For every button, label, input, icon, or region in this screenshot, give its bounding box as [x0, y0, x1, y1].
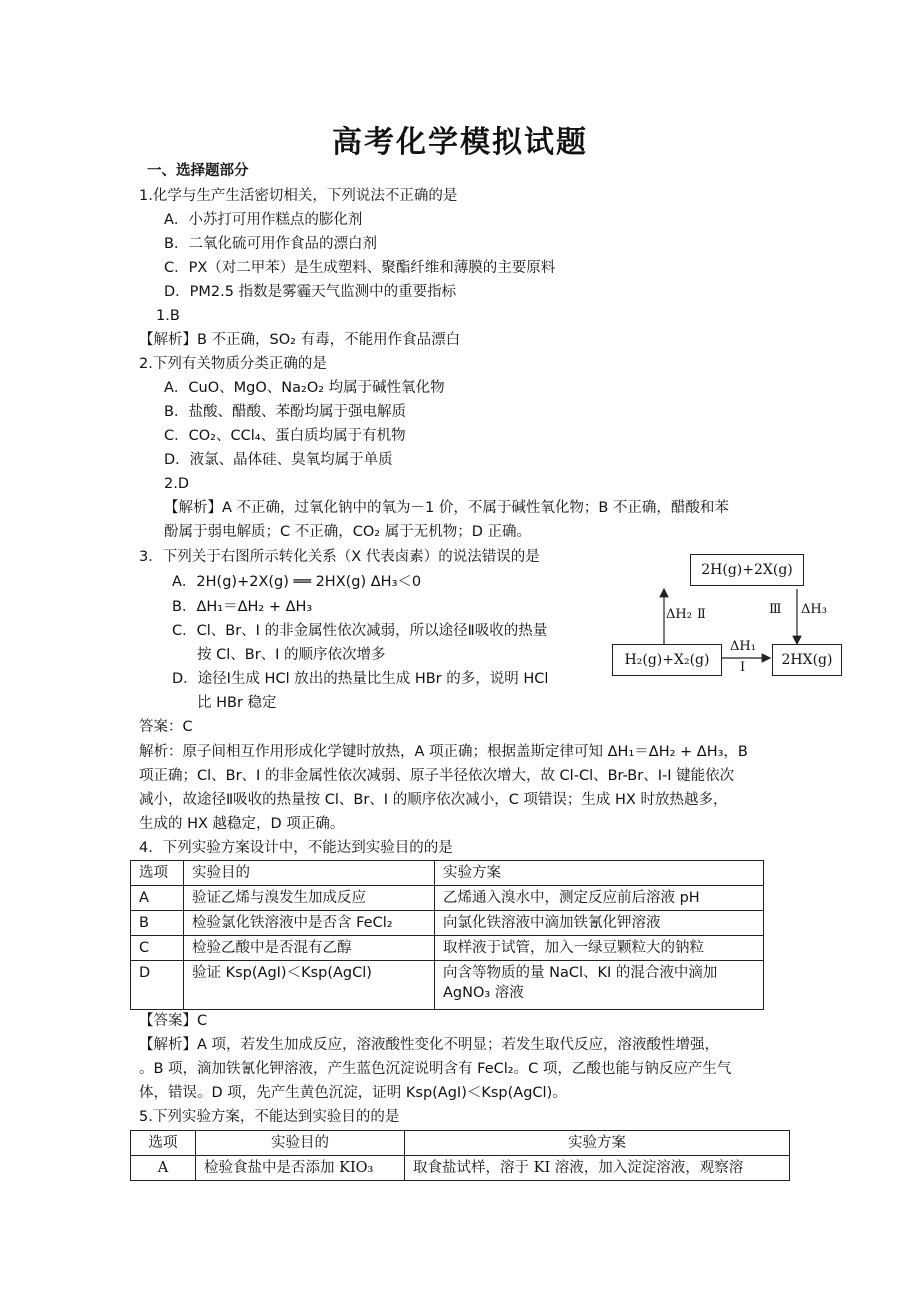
- q3-option-a: A．2H(g)+2X(g) ══ 2HX(g) ΔH₃＜0: [172, 574, 422, 590]
- q2-explanation: 【解析】A 不正确，过氧化钠中的氧为－1 价，不属于碱性氧化物；B 不正确，醋酸和苯: [164, 500, 729, 516]
- table-cell: [435, 961, 764, 1010]
- q1-explanation: 【解析】B 不正确，SO₂ 有毒，不能用作食品漂白: [139, 332, 461, 348]
- header-cell: 实验目的: [184, 861, 435, 886]
- q3-option-c-cont: 按 Cl、Br、I 的顺序依次增多: [197, 647, 386, 663]
- q3-option-c: C．Cl、Br、I 的非金属性依次减弱，所以途径Ⅱ吸收的热量: [172, 623, 548, 639]
- q3-option-d-cont: 比 HBr 稳定: [197, 695, 277, 711]
- label-path-iii: Ⅲ: [769, 602, 782, 617]
- question-4: 4．下列实验方案设计中，不能达到实验目的的是: [139, 840, 453, 856]
- q2-option-c: C．CO₂、CCl₄、蛋白质均属于有机物: [164, 428, 406, 444]
- q2-answer: 2.D: [164, 476, 189, 492]
- header-cell: 选项: [131, 861, 184, 886]
- table-header-row: [131, 1131, 790, 1156]
- table-q4: [130, 860, 764, 1010]
- table-row: [131, 1156, 790, 1181]
- q4-answer: 【答案】C: [139, 1013, 208, 1029]
- q2-explanation-cont: 酚属于弱电解质；C 不正确，CO₂ 属于无机物；D 正确。: [164, 524, 531, 540]
- table-cell: 检验氯化铁溶液中是否含 FeCl₂: [184, 911, 435, 936]
- q2-option-d: D．液氯、晶体硅、臭氧均属于单质: [164, 452, 393, 468]
- table-cell: A: [131, 886, 184, 911]
- table-row: [131, 886, 764, 911]
- table-cell: B: [131, 911, 184, 936]
- q3-option-b: B．ΔH₁＝ΔH₂ + ΔH₃: [172, 599, 313, 615]
- q3-explanation-2: 项正确；Cl、Br、I 的非金属性依次减弱、原子半径依次增大，故 Cl-Cl、Br-Br、I-I 键能依次: [139, 768, 735, 784]
- header-cell: 实验方案: [405, 1131, 790, 1156]
- table-cell: A: [131, 1156, 196, 1181]
- table-cell: 检验食盐中是否添加 KIO₃: [196, 1156, 405, 1181]
- table-row: [131, 936, 764, 961]
- section-heading: 一、选择题部分: [147, 163, 249, 179]
- table-cell: 验证乙烯与溴发生加成反应: [184, 886, 435, 911]
- page-title: 高考化学模拟试题: [332, 125, 588, 160]
- table-cell: 向氯化铁溶液中滴加铁氰化钾溶液: [435, 911, 764, 936]
- cell-line: 向含等物质的量 NaCl、KI 的混合液中滴加: [443, 965, 718, 981]
- q1-option-b: B．二氧化硫可用作食品的漂白剂: [164, 236, 377, 252]
- q2-option-a: A．CuO、MgO、Na₂O₂ 均属于碱性氧化物: [164, 380, 445, 396]
- q3-option-d: D．途径Ⅰ生成 HCl 放出的热量比生成 HBr 的多，说明 HCl: [172, 671, 549, 687]
- table-header-row: [131, 861, 764, 886]
- q4-explanation-3: 体，错误。D 项，先产生黄色沉淀，证明 Ksp(AgI)＜Ksp(AgCl)。: [139, 1085, 567, 1101]
- header-cell: 实验目的: [196, 1131, 405, 1156]
- energy-cycle-diagram: [612, 552, 844, 680]
- q3-answer: 答案：C: [139, 719, 193, 735]
- diagram-left-box: H₂(g)+X₂(g): [612, 644, 722, 676]
- header-cell: 选项: [131, 1131, 196, 1156]
- table-row: [131, 961, 764, 1010]
- table-q5: [130, 1130, 790, 1181]
- label-dh1: ΔH₁: [730, 639, 756, 654]
- label-path-i: Ⅰ: [740, 660, 746, 675]
- table-cell: C: [131, 936, 184, 961]
- q1-answer: 1.B: [156, 308, 180, 324]
- table-cell: 取样液于试管，加入一绿豆颗粒大的钠粒: [435, 936, 764, 961]
- q3-explanation: 解析：原子间相互作用形成化学键时放热，A 项正确；根据盖斯定律可知 ΔH₁＝ΔH₂ + ΔH₃，B: [139, 744, 748, 760]
- label-dh3: ΔH₃: [801, 602, 827, 617]
- diagram-top-box: 2H(g)+2X(g): [690, 554, 804, 586]
- table-cell: D: [131, 961, 184, 1010]
- q1-option-a: A．小苏打可用作糕点的膨化剂: [164, 212, 363, 228]
- table-row: [131, 911, 764, 936]
- q3-explanation-3: 减小，故途径Ⅱ吸收的热量按 Cl、Br、I 的顺序依次减小，C 项错误；生成 HX 时放热越多，: [139, 792, 728, 808]
- question-1: 1.化学与生产生活密切相关，下列说法不正确的是: [139, 188, 458, 204]
- q4-explanation: 【解析】A 项，若发生加成反应，溶液酸性变化不明显；若发生取代反应，溶液酸性增强，: [139, 1037, 720, 1053]
- question-2: 2.下列有关物质分类正确的是: [139, 356, 327, 372]
- table-cell: 乙烯通入溴水中，测定反应前后溶液 pH: [435, 886, 764, 911]
- label-dh2: ΔH₂: [666, 607, 692, 622]
- label-path-ii: Ⅱ: [697, 607, 706, 622]
- cell-line: AgNO₃ 溶液: [443, 985, 524, 1001]
- q3-explanation-4: 生成的 HX 越稳定，D 项正确。: [139, 816, 345, 832]
- header-cell: 实验方案: [435, 861, 764, 886]
- question-3: 3．下列关于右图所示转化关系（X 代表卤素）的说法错误的是: [139, 549, 540, 565]
- question-5: 5.下列实验方案，不能达到实验目的的是: [139, 1109, 400, 1125]
- q1-option-d: D．PM2.5 指数是雾霾天气监测中的重要指标: [164, 284, 457, 300]
- table-cell: 验证 Ksp(AgI)＜Ksp(AgCl): [184, 961, 435, 1010]
- table-cell: 检验乙酸中是否混有乙醇: [184, 936, 435, 961]
- diagram-right-box: 2HX(g): [772, 644, 842, 676]
- q4-explanation-2: 。B 项，滴加铁氰化钾溶液，产生蓝色沉淀说明含有 FeCl₂。C 项，乙酸也能与钠反应产生气: [139, 1061, 732, 1077]
- q2-option-b: B．盐酸、醋酸、苯酚均属于强电解质: [164, 404, 406, 420]
- q1-option-c: C．PX（对二甲苯）是生成塑料、聚酯纤维和薄膜的主要原料: [164, 260, 556, 276]
- table-cell: 取食盐试样，溶于 KI 溶液，加入淀淀溶液，观察溶: [405, 1156, 790, 1181]
